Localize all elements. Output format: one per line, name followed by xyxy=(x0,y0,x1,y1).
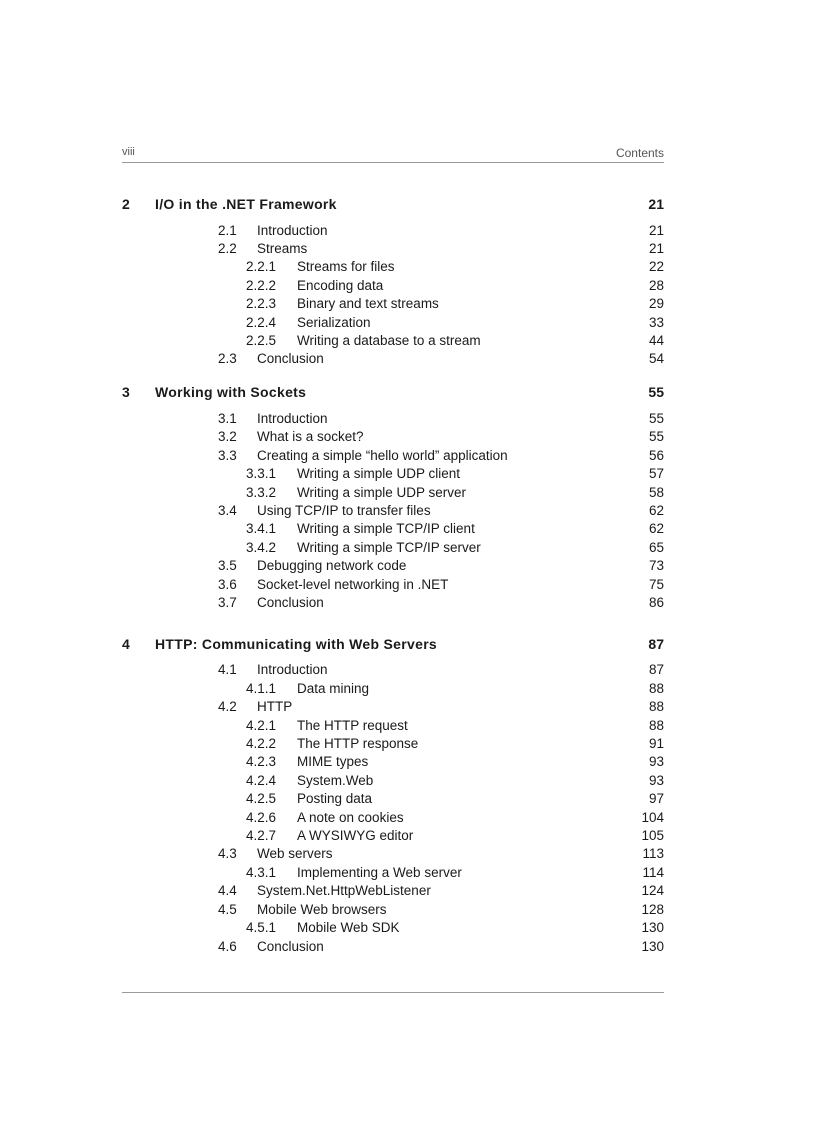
section-title: Introduction xyxy=(257,223,328,238)
subsection-title: System.Web xyxy=(297,773,374,788)
toc-subsection xyxy=(122,773,664,791)
chapter-number: 4 xyxy=(122,636,131,652)
toc-subsection xyxy=(122,791,664,809)
toc-section xyxy=(122,662,664,680)
toc-section xyxy=(122,503,664,521)
toc-section xyxy=(122,558,664,576)
subsection-number: 2.2.3 xyxy=(246,296,277,311)
section-page: 55 xyxy=(648,411,664,426)
subsection-title: A note on cookies xyxy=(297,810,404,825)
section-page: 128 xyxy=(641,902,664,917)
toc-subsection xyxy=(122,828,664,846)
section-number: 4.5 xyxy=(218,902,237,917)
subsection-title: Writing a simple TCP/IP server xyxy=(297,540,481,555)
subsection-page: 44 xyxy=(648,333,664,348)
chapter-title: I/O in the .NET Framework xyxy=(155,196,337,212)
subsection-page: 88 xyxy=(648,681,664,696)
section-number: 3.5 xyxy=(218,558,237,573)
subsection-number: 4.2.4 xyxy=(246,773,277,788)
section-title: Conclusion xyxy=(257,595,324,610)
subsection-number: 4.2.2 xyxy=(246,736,277,751)
section-number: 2.3 xyxy=(218,351,237,366)
subsection-page: 130 xyxy=(641,920,664,935)
section-page: 124 xyxy=(641,883,664,898)
subsection-page: 28 xyxy=(648,278,664,293)
section-number: 3.7 xyxy=(218,595,237,610)
subsection-number: 3.3.1 xyxy=(246,466,277,481)
section-title: System.Net.HttpWebListener xyxy=(257,883,431,898)
subsection-number: 4.2.7 xyxy=(246,828,277,843)
section-title: Using TCP/IP to transfer files xyxy=(257,503,431,518)
toc-section xyxy=(122,429,664,447)
section-page: 21 xyxy=(648,223,664,238)
section-title: What is a socket? xyxy=(257,429,364,444)
subsection-page: 22 xyxy=(648,259,664,274)
subsection-page: 57 xyxy=(648,466,664,481)
subsection-number: 4.2.6 xyxy=(246,810,277,825)
subsection-number: 3.4.2 xyxy=(246,540,277,555)
section-number: 3.4 xyxy=(218,503,237,518)
subsection-page: 33 xyxy=(648,315,664,330)
section-number: 4.6 xyxy=(218,939,237,954)
subsection-title: Binary and text streams xyxy=(297,296,439,311)
section-number: 4.4 xyxy=(218,883,237,898)
subsection-page: 29 xyxy=(648,296,664,311)
toc-subsection xyxy=(122,485,664,503)
subsection-number: 2.2.1 xyxy=(246,259,277,274)
page-number-label: viii xyxy=(122,146,135,158)
toc-subsection xyxy=(122,315,664,333)
toc-section xyxy=(122,577,664,595)
section-title: Creating a simple “hello world” application xyxy=(257,448,508,463)
toc-section xyxy=(122,448,664,466)
chapter-number: 3 xyxy=(122,384,131,400)
section-number: 4.1 xyxy=(218,662,237,677)
subsection-number: 4.2.5 xyxy=(246,791,277,806)
subsection-page: 114 xyxy=(642,865,664,880)
subsection-title: Writing a simple UDP client xyxy=(297,466,461,481)
chapter-page: 87 xyxy=(648,636,664,652)
section-title: HTTP xyxy=(257,699,293,714)
subsection-number: 3.3.2 xyxy=(246,485,277,500)
subsection-number: 2.2.2 xyxy=(246,278,277,293)
subsection-title: Posting data xyxy=(297,791,373,806)
section-title: Debugging network code xyxy=(257,558,407,573)
toc-section xyxy=(122,699,664,717)
section-title: Web servers xyxy=(257,846,333,861)
subsection-number: 4.2.3 xyxy=(246,754,277,769)
running-header xyxy=(122,146,664,163)
subsection-page: 88 xyxy=(648,718,664,733)
toc-subsection xyxy=(122,521,664,539)
toc-subsection xyxy=(122,333,664,351)
chapter-title: Working with Sockets xyxy=(155,384,307,400)
toc-subsection xyxy=(122,736,664,754)
section-page: 56 xyxy=(648,448,664,463)
subsection-title: Writing a simple UDP server xyxy=(297,485,467,500)
subsection-page: 62 xyxy=(648,521,664,536)
subsection-page: 65 xyxy=(648,540,664,555)
toc-subsection xyxy=(122,540,664,558)
subsection-title: The HTTP request xyxy=(297,718,408,733)
running-title: Contents xyxy=(615,146,664,160)
subsection-page: 105 xyxy=(641,828,664,843)
chapter-heading xyxy=(122,384,664,404)
subsection-number: 2.2.5 xyxy=(246,333,277,348)
toc-subsection xyxy=(122,754,664,772)
subsection-title: A WYSIWYG editor xyxy=(297,828,414,843)
section-page: 130 xyxy=(641,939,664,954)
subsection-title: Mobile Web SDK xyxy=(297,920,400,935)
toc-subsection xyxy=(122,278,664,296)
subsection-page: 93 xyxy=(648,754,664,769)
section-page: 21 xyxy=(648,241,664,256)
section-number: 4.3 xyxy=(218,846,237,861)
chapter-page: 21 xyxy=(648,196,664,212)
subsection-title: Streams for files xyxy=(297,259,395,274)
toc-section xyxy=(122,902,664,920)
section-title: Conclusion xyxy=(257,939,324,954)
subsection-title: Serialization xyxy=(297,315,371,330)
toc-subsection xyxy=(122,259,664,277)
toc-section xyxy=(122,223,664,241)
section-title: Introduction xyxy=(257,411,328,426)
subsection-page: 58 xyxy=(648,485,664,500)
toc-subsection xyxy=(122,810,664,828)
subsection-title: Writing a database to a stream xyxy=(297,333,481,348)
subsection-title: Data mining xyxy=(297,681,370,696)
subsection-number: 2.2.4 xyxy=(246,315,277,330)
toc-subsection xyxy=(122,718,664,736)
section-page: 75 xyxy=(648,577,664,592)
section-page: 88 xyxy=(648,699,664,714)
section-page: 113 xyxy=(642,846,664,861)
section-title: Introduction xyxy=(257,662,328,677)
section-title: Streams xyxy=(257,241,308,256)
subsection-title: MIME types xyxy=(297,754,369,769)
subsection-page: 97 xyxy=(648,791,664,806)
subsection-number: 4.5.1 xyxy=(246,920,277,935)
subsection-number: 4.1.1 xyxy=(246,681,277,696)
toc-subsection xyxy=(122,296,664,314)
section-number: 3.6 xyxy=(218,577,237,592)
toc-section xyxy=(122,939,664,957)
section-page: 54 xyxy=(648,351,664,366)
subsection-number: 3.4.1 xyxy=(246,521,277,536)
chapter-title: HTTP: Communicating with Web Servers xyxy=(155,636,438,652)
toc-section xyxy=(122,846,664,864)
section-title: Conclusion xyxy=(257,351,324,366)
section-number: 4.2 xyxy=(218,699,237,714)
section-number: 2.2 xyxy=(218,241,237,256)
section-number: 3.1 xyxy=(218,411,237,426)
chapter-heading xyxy=(122,636,664,656)
subsection-number: 4.2.1 xyxy=(246,718,277,733)
subsection-page: 93 xyxy=(648,773,664,788)
toc-subsection xyxy=(122,865,664,883)
subsection-number: 4.3.1 xyxy=(246,865,277,880)
section-page: 62 xyxy=(648,503,664,518)
chapter-number: 2 xyxy=(122,196,131,212)
bottom-rule xyxy=(122,992,664,993)
toc-section xyxy=(122,883,664,901)
toc-section xyxy=(122,595,664,613)
section-page: 86 xyxy=(648,595,664,610)
subsection-title: The HTTP response xyxy=(297,736,419,751)
subsection-title: Writing a simple TCP/IP client xyxy=(297,521,475,536)
subsection-page: 104 xyxy=(641,810,664,825)
toc-section xyxy=(122,411,664,429)
chapter-heading xyxy=(122,196,664,216)
toc-section xyxy=(122,241,664,259)
section-title: Socket-level networking in .NET xyxy=(257,577,449,592)
subsection-page: 91 xyxy=(648,736,664,751)
subsection-title: Implementing a Web server xyxy=(297,865,462,880)
toc-subsection xyxy=(122,681,664,699)
section-page: 55 xyxy=(648,429,664,444)
toc-section xyxy=(122,351,664,369)
section-page: 73 xyxy=(648,558,664,573)
toc-subsection xyxy=(122,466,664,484)
toc-subsection xyxy=(122,920,664,938)
section-page: 87 xyxy=(648,662,664,677)
subsection-title: Encoding data xyxy=(297,278,384,293)
section-number: 3.3 xyxy=(218,448,237,463)
section-title: Mobile Web browsers xyxy=(257,902,387,917)
section-number: 2.1 xyxy=(218,223,237,238)
section-number: 3.2 xyxy=(218,429,237,444)
chapter-page: 55 xyxy=(648,384,664,400)
